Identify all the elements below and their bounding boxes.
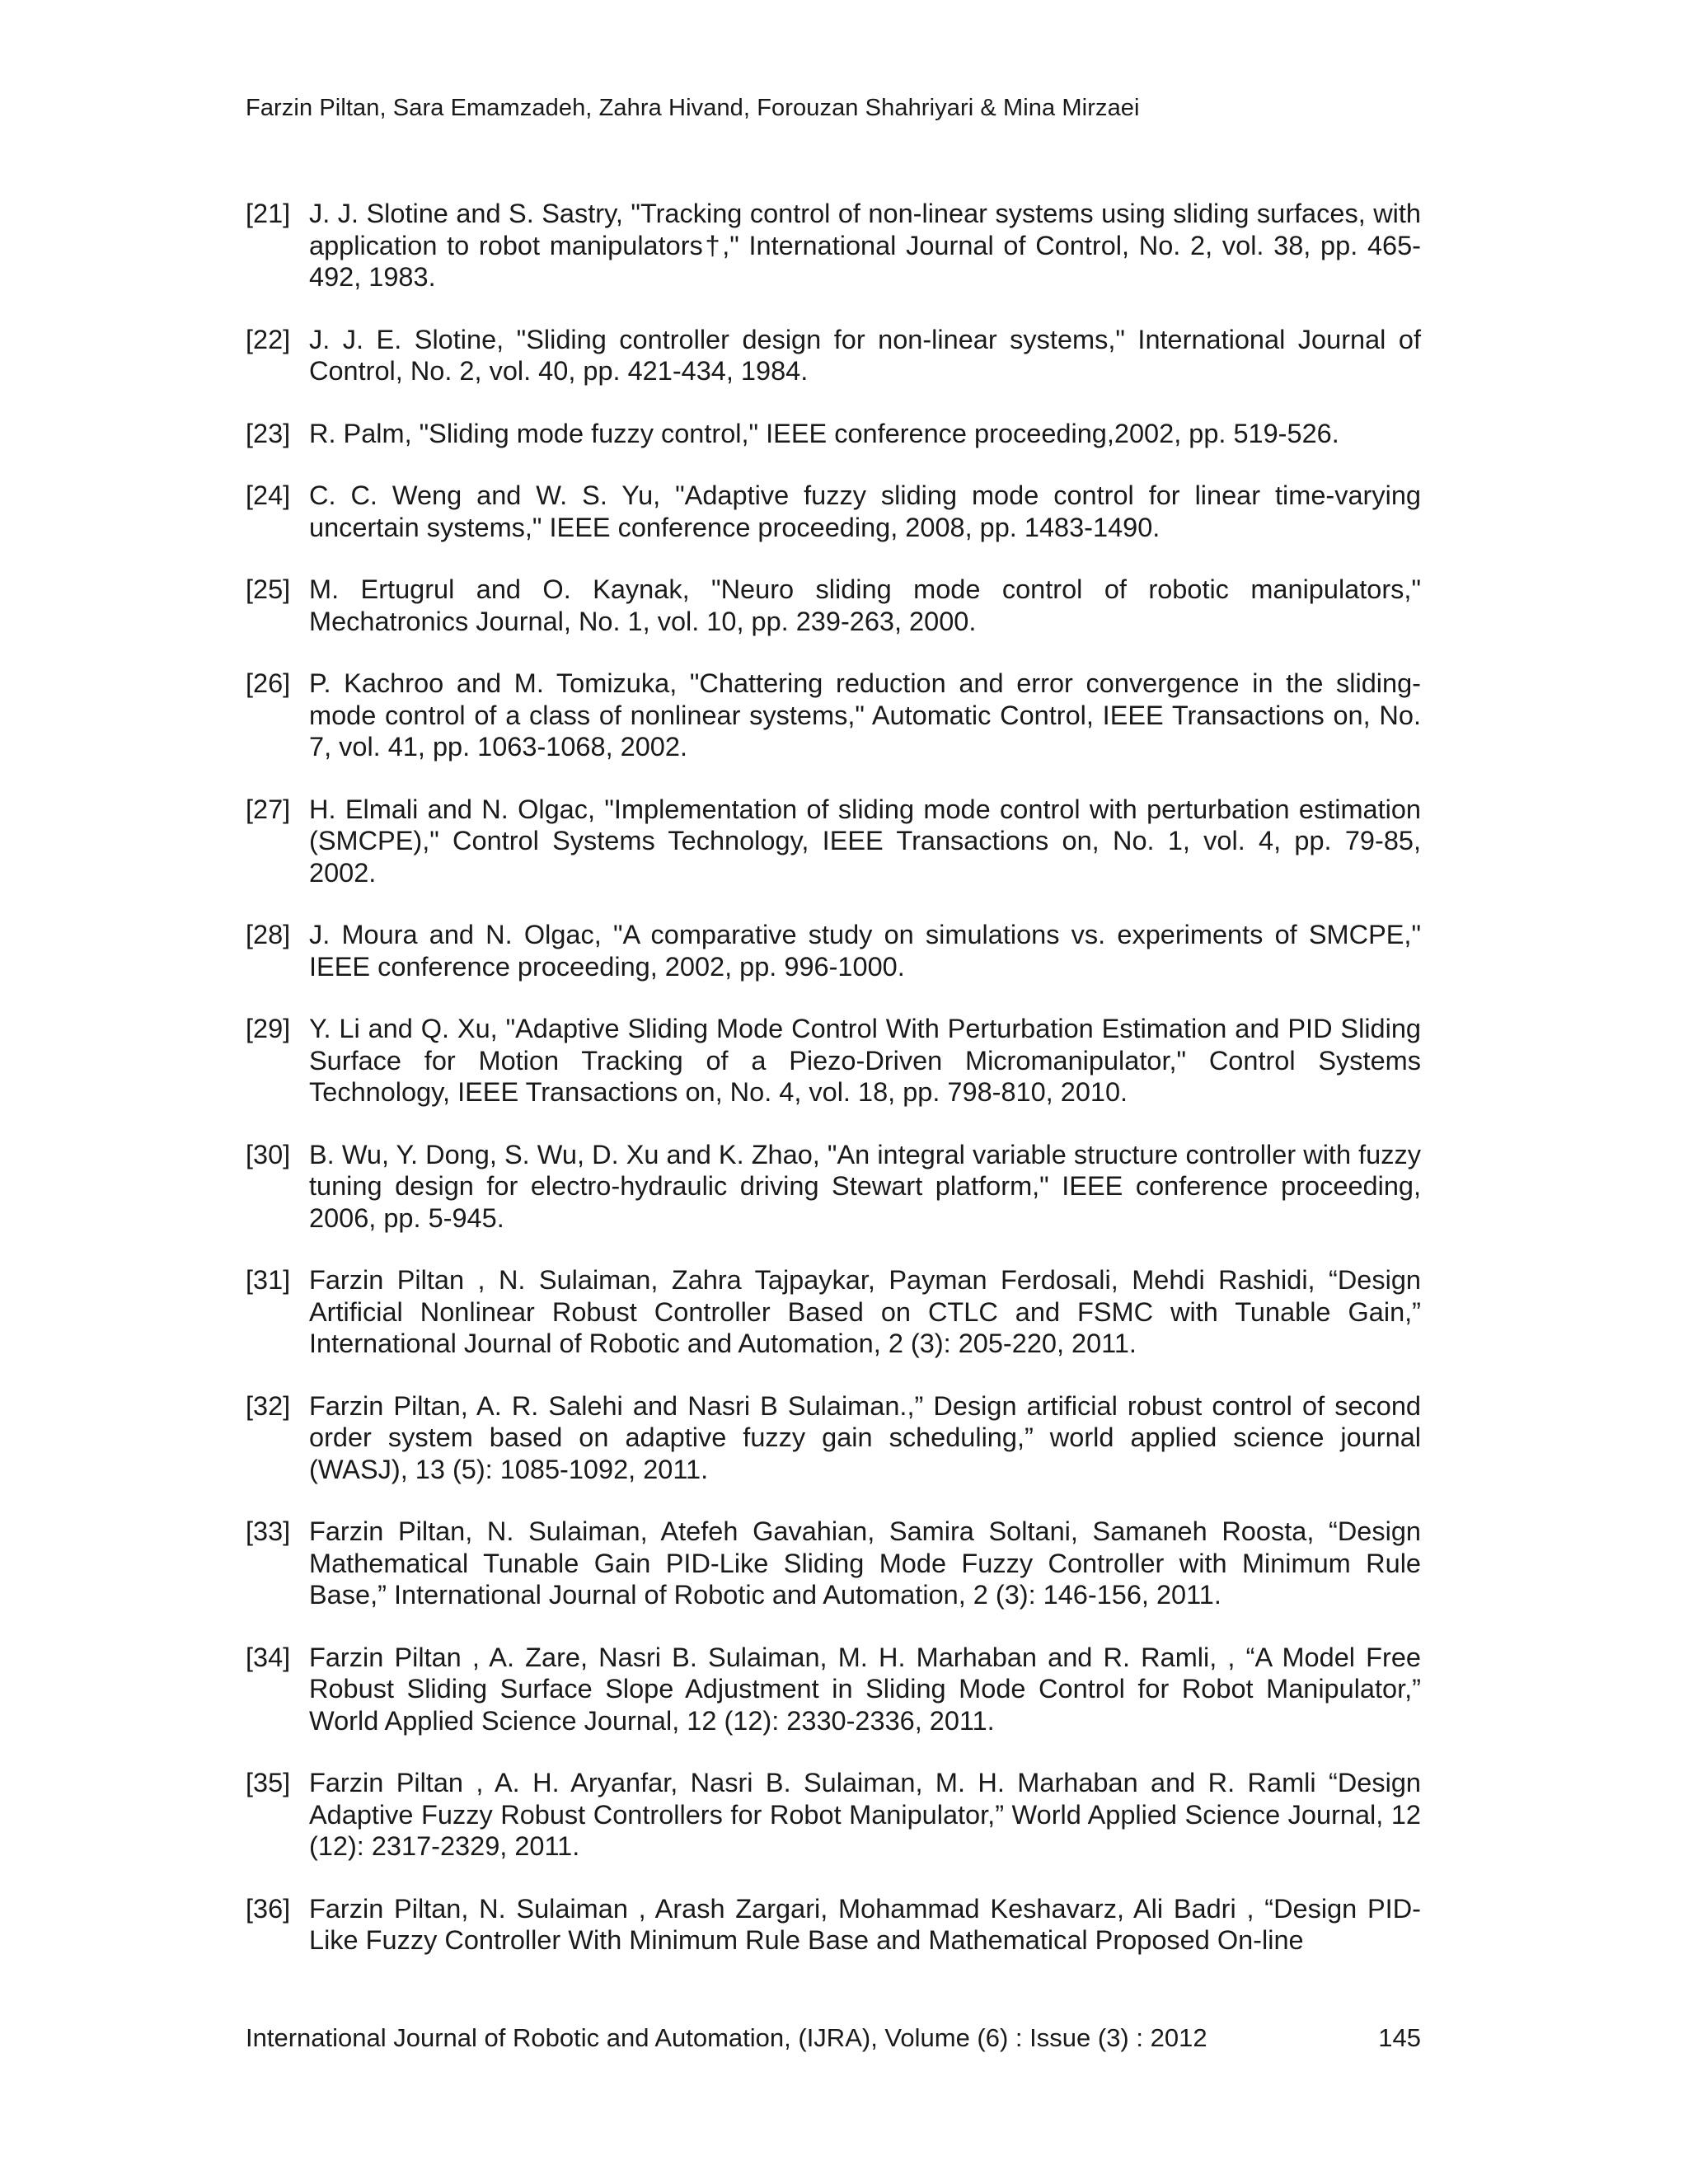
reference-text: B. Wu, Y. Dong, S. Wu, D. Xu and K. Zhao, "An integral variable structure controller with fuzzy tuning design for electro-hydraulic driving Stewart platform," IEEE conference proceeding, 2006, pp. 5-945. <box>309 1139 1421 1233</box>
reference-item <box>246 1767 1421 1863</box>
reference-item <box>246 1516 1421 1611</box>
reference-number: [30] <box>246 1139 291 1169</box>
reference-number: [28] <box>246 920 291 949</box>
reference-number: [27] <box>246 794 291 824</box>
reference-text: P. Kachroo and M. Tomizuka, "Chattering reduction and error convergence in the sliding-mode control of a class of nonlinear systems," Automatic Control, IEEE Transactions on, No. 7, vol. 41, pp. 1063-1068, 2002. <box>309 668 1421 762</box>
reference-number: [24] <box>246 480 291 510</box>
reference-text: Farzin Piltan , N. Sulaiman, Zahra Tajpaykar, Payman Ferdosali, Mehdi Rashidi, “Design Artificial Nonlinear Robust Controller Based on CTLC and FSMC with Tunable Gain,” International Journal of Robotic and Automation, 2 (3): 205-220, 2011. <box>309 1265 1421 1358</box>
page-number: 145 <box>1378 2023 1421 2052</box>
reference-item <box>246 418 1421 450</box>
reference-item <box>246 1390 1421 1486</box>
reference-number: [26] <box>246 668 291 698</box>
reference-number: [35] <box>246 1768 291 1797</box>
reference-item <box>246 324 1421 387</box>
reference-text: H. Elmali and N. Olgac, "Implementation of sliding mode control with perturbation estimation (SMCPE)," Control Systems Technology, IEEE Transactions on, No. 1, vol. 4, pp. 79-85, 2002. <box>309 794 1421 888</box>
reference-number: [23] <box>246 418 291 448</box>
reference-number: [34] <box>246 1642 291 1672</box>
reference-item <box>246 574 1421 637</box>
reference-item <box>246 1893 1421 1957</box>
reference-item <box>246 480 1421 543</box>
footer-journal-info: International Journal of Robotic and Automation, (IJRA), Volume (6) : Issue (3) : 2012 <box>246 2023 1207 2052</box>
reference-item <box>246 1013 1421 1108</box>
reference-text: Farzin Piltan, N. Sulaiman , Arash Zargari, Mohammad Keshavarz, Ali Badri , “Design PID-Like Fuzzy Controller With Minimum Rule Base and Mathematical Proposed On-line <box>309 1893 1421 1955</box>
reference-text: Farzin Piltan, A. R. Salehi and Nasri B Sulaiman.,” Design artificial robust control of second order system based on adaptive fuzzy gain scheduling,” world applied science journal (WASJ), 13 (5): 1085-1092, 2011. <box>309 1390 1421 1484</box>
reference-item <box>246 1139 1421 1235</box>
reference-text: J. Moura and N. Olgac, "A comparative study on simulations vs. experiments of SMCPE," IEEE conference proceeding, 2002, pp. 996-1000. <box>309 920 1421 982</box>
reference-item <box>246 668 1421 763</box>
reference-text: Farzin Piltan, N. Sulaiman, Atefeh Gavahian, Samira Soltani, Samaneh Roosta, “Design Mathematical Tunable Gain PID-Like Sliding Mode Fuzzy Controller with Minimum Rule Base,” International Journal of Robotic and Automation, 2 (3): 146-156, 2011. <box>309 1516 1421 1610</box>
reference-number: [29] <box>246 1014 291 1043</box>
reference-number: [22] <box>246 324 291 354</box>
reference-item <box>246 1642 1421 1737</box>
running-head-authors: Farzin Piltan, Sara Emamzadeh, Zahra Hivand, Forouzan Shahriyari & Mina Mirzaei <box>246 95 1140 121</box>
reference-item <box>246 919 1421 982</box>
reference-text: C. C. Weng and W. S. Yu, "Adaptive fuzzy sliding mode control for linear time-varying uncertain systems," IEEE conference proceeding, 2008, pp. 1483-1490. <box>309 480 1421 542</box>
reference-text: Farzin Piltan , A. H. Aryanfar, Nasri B. Sulaiman, M. H. Marhaban and R. Ramli “Design Adaptive Fuzzy Robust Controllers for Robot Manipulator,” World Applied Science Journal, 12 (12): 2317-2329, 2011. <box>309 1768 1421 1861</box>
reference-number: [21] <box>246 199 291 228</box>
reference-number: [36] <box>246 1893 291 1924</box>
reference-list <box>246 198 1421 1987</box>
reference-item <box>246 198 1421 293</box>
reference-text: Y. Li and Q. Xu, "Adaptive Sliding Mode Control With Perturbation Estimation and PID Sliding Surface for Motion Tracking of a Piezo-Driven Micromanipulator," Control Systems Technology, IEEE Transactions on, No. 4, vol. 18, pp. 798-810, 2010. <box>309 1014 1421 1107</box>
reference-number: [33] <box>246 1516 291 1546</box>
reference-item <box>246 794 1421 889</box>
reference-item <box>246 1264 1421 1360</box>
reference-text: M. Ertugrul and O. Kaynak, "Neuro sliding mode control of robotic manipulators," Mechatronics Journal, No. 1, vol. 10, pp. 239-263, 2000. <box>309 574 1421 636</box>
reference-number: [25] <box>246 574 291 604</box>
reference-text: J. J. Slotine and S. Sastry, "Tracking control of non-linear systems using sliding surfaces, with application to robot manipulators†," International Journal of Control, No. 2, vol. 38, pp. 465-492, 1983. <box>309 199 1421 292</box>
reference-number: [31] <box>246 1265 291 1295</box>
reference-text: J. J. E. Slotine, "Sliding controller design for non-linear systems," International Journal of Control, No. 2, vol. 40, pp. 421-434, 1984. <box>309 324 1421 386</box>
reference-text: Farzin Piltan , A. Zare, Nasri B. Sulaiman, M. H. Marhaban and R. Ramli, , “A Model Free Robust Sliding Surface Slope Adjustment in Sliding Mode Control for Robot Manipulator,” World Applied Science Journal, 12 (12): 2330-2336, 2011. <box>309 1642 1421 1736</box>
reference-number: [32] <box>246 1390 291 1421</box>
reference-text: R. Palm, "Sliding mode fuzzy control," IEEE conference proceeding,2002, pp. 519-526. <box>309 418 1339 448</box>
